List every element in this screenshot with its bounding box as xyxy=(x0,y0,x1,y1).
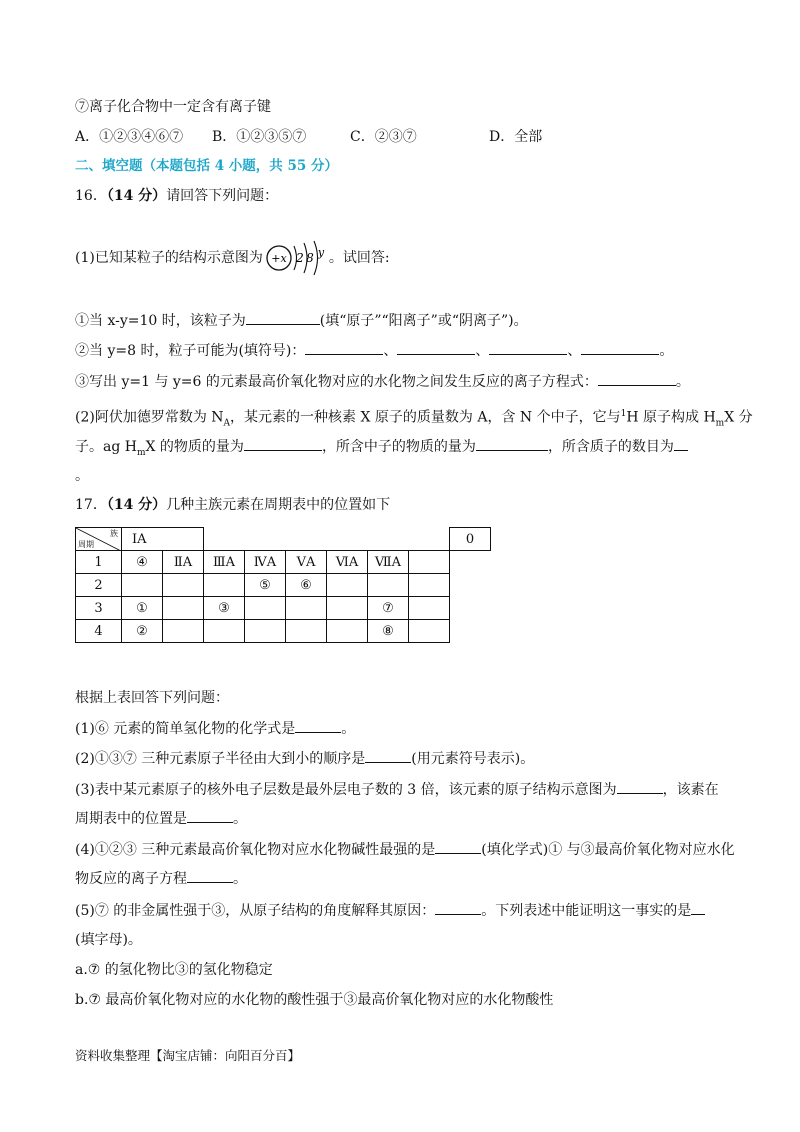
q17-intro: 根据上表回答下列问题： xyxy=(75,690,229,706)
q16-part1-post: 。试回答: xyxy=(328,250,390,266)
page-footer: 资料收集整理【淘宝店铺：向阳百分百】 xyxy=(75,1048,301,1063)
answer-blank[interactable] xyxy=(246,310,320,325)
table-cell: ⅣA xyxy=(245,551,286,574)
table-cell: 2 xyxy=(76,574,122,597)
q17-header xyxy=(75,495,390,515)
q17-option-b: b.⑦ 最高价氧化物对应的水化物的酸性强于③最高价氧化物对应的水化物酸性 xyxy=(75,992,554,1008)
table-cell xyxy=(122,574,163,597)
answer-blank[interactable] xyxy=(476,436,548,451)
atom-shell-1: 2 xyxy=(296,251,304,265)
table-cell: ③ xyxy=(204,597,245,620)
answer-blank[interactable] xyxy=(365,748,411,763)
table-row xyxy=(76,597,491,620)
option-a: A．①②③④⑥⑦ xyxy=(75,129,184,145)
q17-number: 17． xyxy=(75,497,107,513)
q17-sub4-line2: 物反应的离子方程 。 xyxy=(75,868,247,889)
table-cell: ⑧ xyxy=(368,620,409,643)
table-cell xyxy=(286,597,327,620)
corner-group-label: 族 xyxy=(110,529,118,538)
header-group-IA: ⅠA xyxy=(122,528,204,551)
table-cell xyxy=(409,620,450,643)
q16-a2: ②当 y=8 时，粒子可能为(填符号)： 、 、 、 。 xyxy=(75,340,673,361)
table-cell xyxy=(368,528,409,551)
answer-blank[interactable] xyxy=(435,839,481,854)
q17-sub5-line1: (5)⑦ 的非金属性强于③，从原子结构的角度解释其原因： 。下列表述中能证明这一事实的是 xyxy=(75,900,705,921)
q17-sub2: (2)①③⑦ 三种元素原子半径由大到小的顺序是 (用元素符号表示)。 xyxy=(75,748,534,769)
table-cell xyxy=(286,620,327,643)
q16-prompt: 请回答下列问题： xyxy=(166,188,279,204)
table-cell: ② xyxy=(122,620,163,643)
table-row xyxy=(76,620,491,643)
answer-blank[interactable] xyxy=(305,340,383,355)
q16-a1: ①当 x-y=10 时，该粒子为 (填“原子”“阳离子”或“阴离子”)。 xyxy=(75,310,528,331)
table-cell: ④ xyxy=(122,551,163,574)
q16-score: （14 分） xyxy=(106,188,167,204)
corner-period-label: 周期 xyxy=(78,540,94,549)
answer-blank[interactable] xyxy=(435,900,481,915)
periodic-table xyxy=(75,527,491,643)
table-cell: ⑥ xyxy=(286,574,327,597)
table-cell: ① xyxy=(122,597,163,620)
table-cell: ⅤA xyxy=(286,551,327,574)
q17-score: （14 分） xyxy=(106,497,167,513)
option-c: C．②③⑦ xyxy=(350,129,417,145)
table-cell: ⅢA xyxy=(204,551,245,574)
q16-number: 16． xyxy=(75,188,107,204)
table-cell xyxy=(286,528,327,551)
answer-blank[interactable] xyxy=(397,340,475,355)
option-b: B．①②③⑤⑦ xyxy=(212,129,307,145)
table-cell xyxy=(163,597,204,620)
answer-blank[interactable] xyxy=(691,900,705,915)
table-cell xyxy=(409,597,450,620)
q17-sub4-line1: (4)①②③ 三种元素最高价氧化物对应水化物碱性最强的是 (填化学式)① 与③最高价氧化物对应水化 xyxy=(75,839,735,860)
q16-part2-line2: 子。ag $H_mX$ 的物质的量为 ，所含中子的物质的量为 ，所含质子的数目为 xyxy=(75,436,688,463)
answer-blank[interactable] xyxy=(617,779,663,794)
table-cell xyxy=(245,528,286,551)
atom-nucleus: +x xyxy=(271,252,287,265)
q16-part2-line1: (2)阿伏加德罗常数为 $N_A$，某元素的一种核素 X 原子的质量数为 A，含 N 个中子，它与$^1$H 原子构成 $H_mX$ 分 xyxy=(75,409,753,429)
q17-sub1: (1)⑥ 元素的简单氢化物的化学式是 。 xyxy=(75,718,355,739)
table-cell xyxy=(409,528,450,551)
atom-shell-2: 8 xyxy=(306,251,314,265)
answer-blank[interactable] xyxy=(598,371,676,386)
q17-sub5-line2: (填字母)。 xyxy=(75,932,142,948)
q17-option-a: a.⑦ 的氢化物比③的氢化物稳定 xyxy=(75,962,273,978)
table-cell xyxy=(327,620,368,643)
answer-blank[interactable] xyxy=(489,340,567,355)
answer-blank[interactable] xyxy=(581,340,659,355)
table-cell xyxy=(163,620,204,643)
table-cell: ⅡA xyxy=(163,551,204,574)
table-cell: ⑤ xyxy=(245,574,286,597)
header-group-0: 0 xyxy=(450,528,491,551)
answer-blank[interactable] xyxy=(295,718,341,733)
table-cell xyxy=(204,574,245,597)
table-cell xyxy=(245,620,286,643)
answer-blank[interactable] xyxy=(187,808,233,823)
table-cell xyxy=(409,551,450,574)
q16-part1-text: (1)已知某粒子的结构示意图为 xyxy=(75,250,263,266)
table-cell xyxy=(245,597,286,620)
q17-sub3-line2: 周期表中的位置是 。 xyxy=(75,808,247,829)
q16-part2-line3: 。 xyxy=(75,468,89,484)
table-cell xyxy=(409,574,450,597)
answer-blank[interactable] xyxy=(244,436,322,451)
q16-a3: ③写出 y=1 与 y=6 的元素最高价氧化物对应的水化物之间发生反应的离子方程式： 。 xyxy=(75,371,690,392)
option-d: D．全部 xyxy=(489,129,543,145)
table-cell: 3 xyxy=(76,597,122,620)
table-cell xyxy=(163,574,204,597)
answer-blank[interactable] xyxy=(187,868,233,883)
statement-7: ⑦离子化合物中一定含有离子键 xyxy=(75,99,271,115)
table-header-row xyxy=(76,528,491,551)
table-cell xyxy=(327,528,368,551)
table-row xyxy=(76,551,491,574)
atom-shell-3: y xyxy=(317,246,324,259)
q16-header xyxy=(75,186,278,206)
table-cell: 4 xyxy=(76,620,122,643)
table-corner-cell xyxy=(76,528,122,551)
answer-blank[interactable] xyxy=(674,436,688,451)
table-cell: ⅥA xyxy=(327,551,368,574)
section-title: 二、填空题（本题包括 4 小题，共 55 分） xyxy=(75,158,338,174)
q17-prompt: 几种主族元素在周期表中的位置如下 xyxy=(166,497,391,513)
atom-structure-diagram xyxy=(263,238,329,278)
q16-part1 xyxy=(75,238,390,278)
table-row xyxy=(76,574,491,597)
q17-sub3-line1: (3)表中某元素原子的核外电子层数是最外层电子数的 3 倍，该元素的原子结构示意图为 ，该素在 xyxy=(75,779,719,800)
table-cell xyxy=(327,597,368,620)
table-cell xyxy=(368,574,409,597)
table-cell xyxy=(204,528,245,551)
table-cell xyxy=(204,620,245,643)
table-cell: 1 xyxy=(76,551,122,574)
table-cell xyxy=(327,574,368,597)
table-cell: ⅦA xyxy=(368,551,409,574)
table-cell: ⑦ xyxy=(368,597,409,620)
